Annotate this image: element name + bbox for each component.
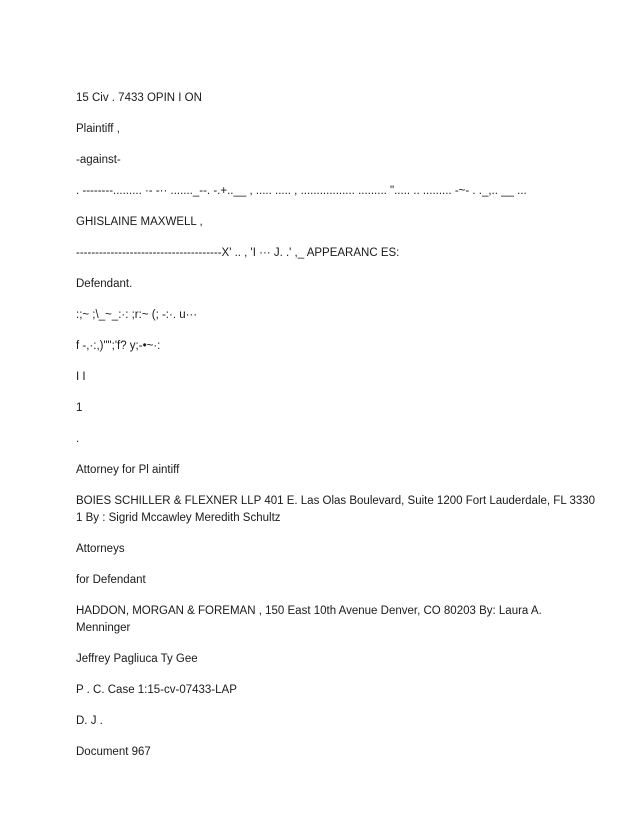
case-reference-line: P . C. Case 1:15-cv-07433-LAP — [76, 684, 237, 696]
case-number-line: 15 Civ . 7433 OPIN I ON — [76, 92, 202, 104]
for-defendant-label: for Defendant — [76, 574, 146, 586]
appearances-line: --------------------------------------X' .. , 'I ··· J. .' ,_ APPEARANC ES: — [76, 247, 400, 259]
ocr-noise-line-5: 1 — [76, 402, 83, 414]
ocr-noise-line-6: . — [76, 433, 80, 445]
ocr-noise-line-1: . --------......... ·- -·· ......._--. -.+..__ , ..... ..... , ................. ......... "..... .. ......... -~- . ._,.. __ ... — [76, 185, 527, 197]
ocr-noise-line-2: :;~ ;\_~_:·: ;r:~ (; -:·. u··· — [76, 309, 198, 321]
against-label: -against- — [76, 154, 121, 166]
defendant-attorneys-names: Jeffrey Pagliuca Ty Gee — [76, 653, 198, 665]
defendant-label: Defendant. — [76, 278, 133, 290]
plaintiff-label: Plaintiff , — [76, 123, 120, 135]
defendant-name: GHISLAINE MAXWELL , — [76, 216, 203, 228]
defendant-counsel-block: HADDON, MORGAN & FOREMAN , 150 East 10th Avenue Denver, CO 80203 By: Laura A. Menninger — [76, 605, 545, 634]
ocr-noise-line-3: f -,·:,)"";'f? y;-•~·: — [76, 340, 161, 352]
document-number-line: Document 967 — [76, 746, 151, 758]
judge-initials-line: D. J . — [76, 715, 103, 727]
ocr-noise-line-4: I I — [76, 371, 86, 383]
attorney-for-plaintiff-label: Attorney for Pl aintiff — [76, 464, 180, 476]
plaintiff-counsel-block: BOIES SCHILLER & FLEXNER LLP 401 E. Las Olas Boulevard, Suite 1200 Fort Lauderdale, FL 3330 1 By : Sigrid Mccawley Meredith Schultz — [76, 495, 599, 524]
attorneys-label: Attorneys — [76, 543, 125, 555]
